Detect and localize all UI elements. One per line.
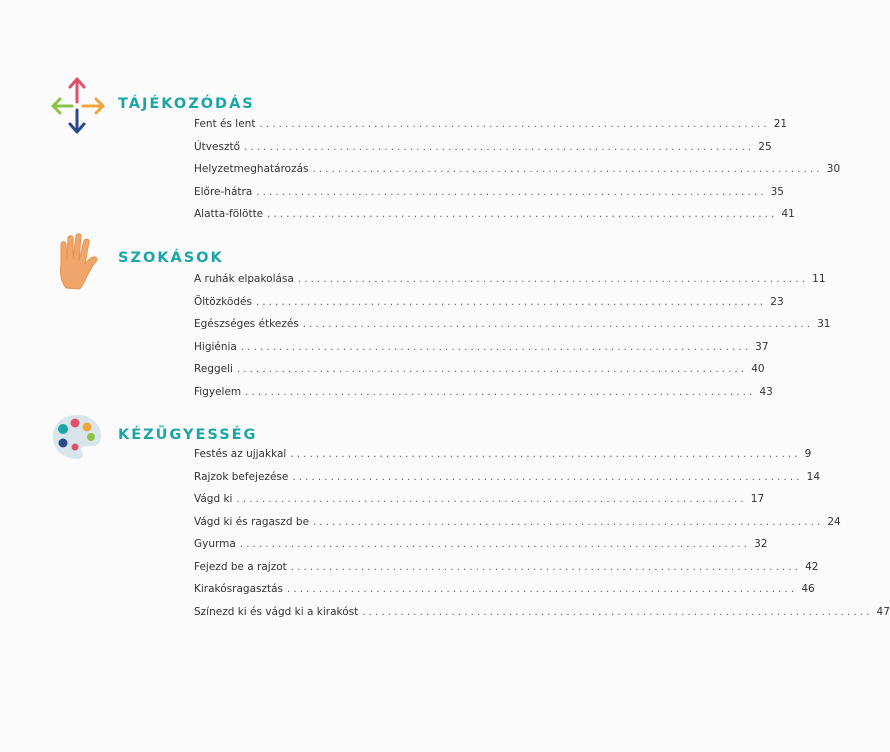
entry-title: Festés az ujjakkal (194, 448, 287, 460)
toc-entry[interactable] (194, 163, 841, 186)
dot-leader: ................................................................................ (362, 606, 873, 618)
entry-page-number: 30 (826, 163, 841, 175)
entry-title: Előre-hátra (194, 185, 253, 198)
entry-title: Öltözködés (194, 295, 252, 308)
dot-leader: ................................................................................ (239, 539, 751, 550)
entry-title: Rajzok befejezése (194, 470, 289, 483)
entry-page-number: 9 (804, 448, 812, 460)
dot-leader: ................................................................................ (259, 119, 770, 130)
dot-leader: ................................................................................ (255, 296, 767, 308)
entry-title: A ruhák elpakolása (194, 273, 294, 285)
dot-leader: ................................................................................ (256, 186, 767, 198)
entry-page-number: 43 (759, 385, 773, 398)
dot-leader: ................................................................................ (287, 584, 798, 595)
dot-leader: ................................................................................ (290, 449, 801, 460)
entry-page-number: 41 (781, 208, 795, 220)
entry-title: Higiénia (194, 340, 237, 353)
entry-title: Egészséges étkezés (194, 318, 299, 330)
entry-page-number: 23 (770, 295, 784, 308)
entry-page-number: 11 (812, 273, 826, 285)
entry-title: Figyelem (194, 385, 242, 398)
entry-title: Kirakósragasztás (194, 583, 284, 595)
entry-page-number: 17 (750, 493, 765, 505)
toc-entry[interactable] (194, 493, 765, 516)
entry-page-number: 24 (827, 515, 841, 528)
dot-leader: ................................................................................ (312, 164, 823, 175)
toc-entry[interactable] (194, 560, 819, 584)
dot-leader: ................................................................................ (313, 516, 824, 528)
toc-entry[interactable] (194, 470, 821, 494)
toc-entry[interactable] (194, 140, 772, 164)
entry-title: Alatta-fölötte (194, 208, 264, 220)
paint-palette-icon (50, 412, 104, 462)
section-heading: KÉZÜGYESSÉG (118, 427, 258, 443)
entry-page-number: 47 (876, 605, 890, 618)
dot-leader: ................................................................................ (292, 471, 803, 483)
entry-page-number: 35 (770, 185, 784, 198)
toc-entry[interactable] (194, 118, 788, 141)
toc-entry[interactable] (194, 363, 765, 386)
dot-leader: ................................................................................ (302, 319, 814, 330)
toc-entry[interactable] (194, 583, 815, 606)
toc-list (194, 448, 890, 628)
toc-entry[interactable] (194, 448, 812, 471)
entry-title: Helyzetmeghatározás (194, 163, 309, 175)
toc-entry[interactable] (194, 185, 784, 209)
entry-title: Fent és lent (194, 118, 256, 130)
toc-list (194, 118, 841, 231)
hand-icon (52, 232, 102, 290)
entry-title: Útvesztő (194, 140, 240, 153)
entry-page-number: 40 (751, 363, 765, 375)
toc-entry[interactable] (194, 295, 784, 319)
dot-leader: ................................................................................ (245, 386, 756, 398)
entry-title: Fejezd be a rajzot (194, 560, 287, 573)
entry-page-number: 14 (806, 470, 821, 483)
toc-entry[interactable] (194, 208, 795, 231)
dot-leader: ................................................................................ (236, 494, 747, 505)
toc-entry[interactable] (194, 273, 826, 296)
toc-entry[interactable] (194, 318, 831, 341)
toc-entry[interactable] (194, 538, 768, 561)
dot-leader: ................................................................................ (236, 364, 748, 375)
entry-page-number: 42 (805, 560, 819, 573)
dot-leader: ................................................................................ (297, 274, 809, 285)
toc-entry[interactable] (194, 515, 841, 539)
entry-page-number: 37 (755, 340, 769, 353)
section-heading: SZOKÁSOK (118, 250, 224, 266)
entry-title: Vágd ki (194, 493, 233, 505)
entry-title: Gyurma (194, 538, 236, 550)
compass-arrows-icon (50, 74, 106, 136)
dot-leader: ................................................................................ (290, 561, 802, 573)
dot-leader: ................................................................................ (244, 141, 755, 153)
dot-leader: ................................................................................ (267, 209, 778, 220)
entry-title: Reggeli (194, 363, 233, 375)
toc-entry[interactable] (194, 385, 773, 409)
entry-page-number: 32 (754, 538, 768, 550)
entry-page-number: 25 (758, 140, 772, 153)
entry-page-number: 31 (817, 318, 831, 330)
toc-list (194, 273, 831, 408)
dot-leader: ................................................................................ (240, 341, 752, 353)
entry-title: Vágd ki és ragaszd be (194, 515, 310, 528)
toc-entry[interactable] (194, 340, 769, 364)
entry-page-number: 46 (801, 583, 815, 595)
entry-page-number: 21 (773, 118, 788, 130)
entry-title: Színezd ki és vágd ki a kirakóst (194, 605, 359, 618)
toc-entry[interactable] (194, 605, 890, 629)
section-heading: TÁJÉKOZÓDÁS (118, 96, 255, 112)
